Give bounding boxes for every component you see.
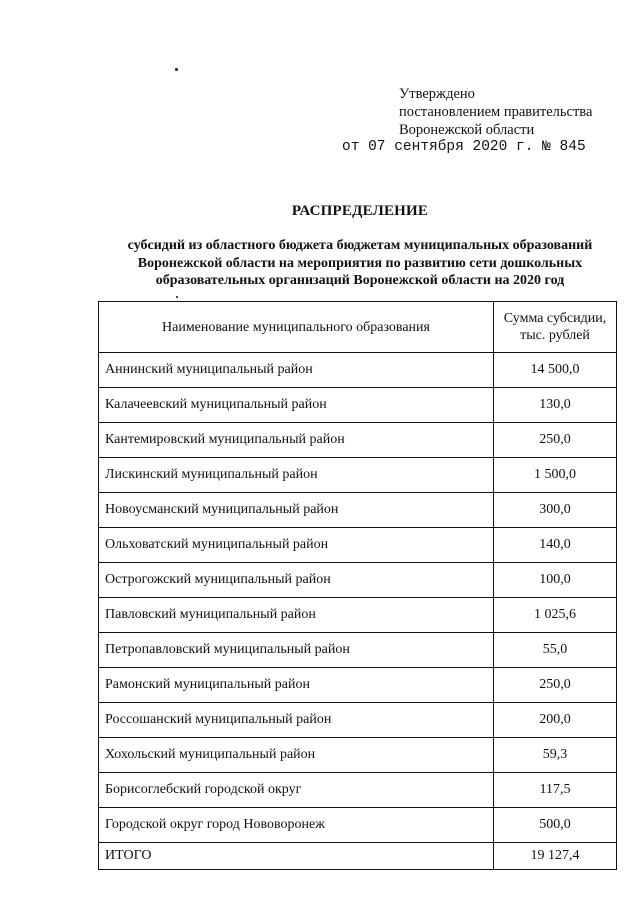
table-row — [99, 773, 617, 808]
decree-reference: от 07 сентября 2020 г. № 845 — [342, 139, 586, 155]
municipality-name: Борисоглебский городской округ — [99, 773, 494, 808]
subsidy-amount: 250,0 — [494, 668, 617, 703]
table-row — [99, 703, 617, 738]
municipality-name: Кантемировский муниципальный район — [99, 423, 494, 458]
table-row — [99, 388, 617, 423]
municipality-name: Аннинский муниципальный район — [99, 353, 494, 388]
table-row — [99, 528, 617, 563]
table-row — [99, 423, 617, 458]
subsidy-amount: 300,0 — [494, 493, 617, 528]
subsidy-table — [98, 301, 617, 870]
subsidy-amount: 200,0 — [494, 703, 617, 738]
subsidy-amount: 1 025,6 — [494, 598, 617, 633]
subsidy-amount: 59,3 — [494, 738, 617, 773]
table-row — [99, 808, 617, 843]
scan-speck — [175, 68, 178, 71]
table-row — [99, 668, 617, 703]
table-row — [99, 598, 617, 633]
subsidy-amount: 130,0 — [494, 388, 617, 423]
subsidy-amount: 55,0 — [494, 633, 617, 668]
scan-speck — [176, 296, 178, 298]
municipality-name: Острогожский муниципальный район — [99, 563, 494, 598]
document-title: РАСПРЕДЕЛЕНИЕ — [291, 203, 429, 219]
subsidy-amount: 1 500,0 — [494, 458, 617, 493]
column-header-sum: Сумма субсидии, тыс. рублей — [494, 302, 617, 353]
subsidy-amount: 100,0 — [494, 563, 617, 598]
subsidy-amount: 250,0 — [494, 423, 617, 458]
municipality-name: Хохольский муниципальный район — [99, 738, 494, 773]
table-row — [99, 493, 617, 528]
municipality-name: Рамонский муниципальный район — [99, 668, 494, 703]
table-row — [99, 738, 617, 773]
municipality-name: Россошанский муниципальный район — [99, 703, 494, 738]
municipality-name: Лискинский муниципальный район — [99, 458, 494, 493]
table-row — [99, 353, 617, 388]
municipality-name: Петропавловский муниципальный район — [99, 633, 494, 668]
municipality-name: Ольховатский муниципальный район — [99, 528, 494, 563]
total-amount: 19 127,4 — [494, 843, 617, 870]
municipality-name: Калачеевский муниципальный район — [99, 388, 494, 423]
approval-line-2: постановлением правительства — [399, 104, 593, 120]
document-subtitle: субсидий из областного бюджета бюджетам муниципальных образований Воронежской области на мероприятия по развитию сети дошкольных образовательных организаций Воронежской области на 2020 год — [127, 238, 593, 288]
total-row — [99, 843, 617, 870]
total-label: ИТОГО — [99, 843, 494, 870]
table-row — [99, 458, 617, 493]
municipality-name: Новоусманский муниципальный район — [99, 493, 494, 528]
subsidy-amount: 117,5 — [494, 773, 617, 808]
table-header-row — [99, 302, 617, 353]
municipality-name: Павловский муниципальный район — [99, 598, 494, 633]
subsidy-amount: 500,0 — [494, 808, 617, 843]
column-header-name: Наименование муниципального образования — [99, 302, 494, 353]
approval-line-3: Воронежской области — [399, 122, 535, 138]
approval-block — [399, 85, 592, 139]
table-row — [99, 563, 617, 598]
subsidy-amount: 140,0 — [494, 528, 617, 563]
subsidy-amount: 14 500,0 — [494, 353, 617, 388]
table-row — [99, 633, 617, 668]
approval-line-1: Утверждено — [399, 86, 475, 102]
municipality-name: Городской округ город Нововоронеж — [99, 808, 494, 843]
